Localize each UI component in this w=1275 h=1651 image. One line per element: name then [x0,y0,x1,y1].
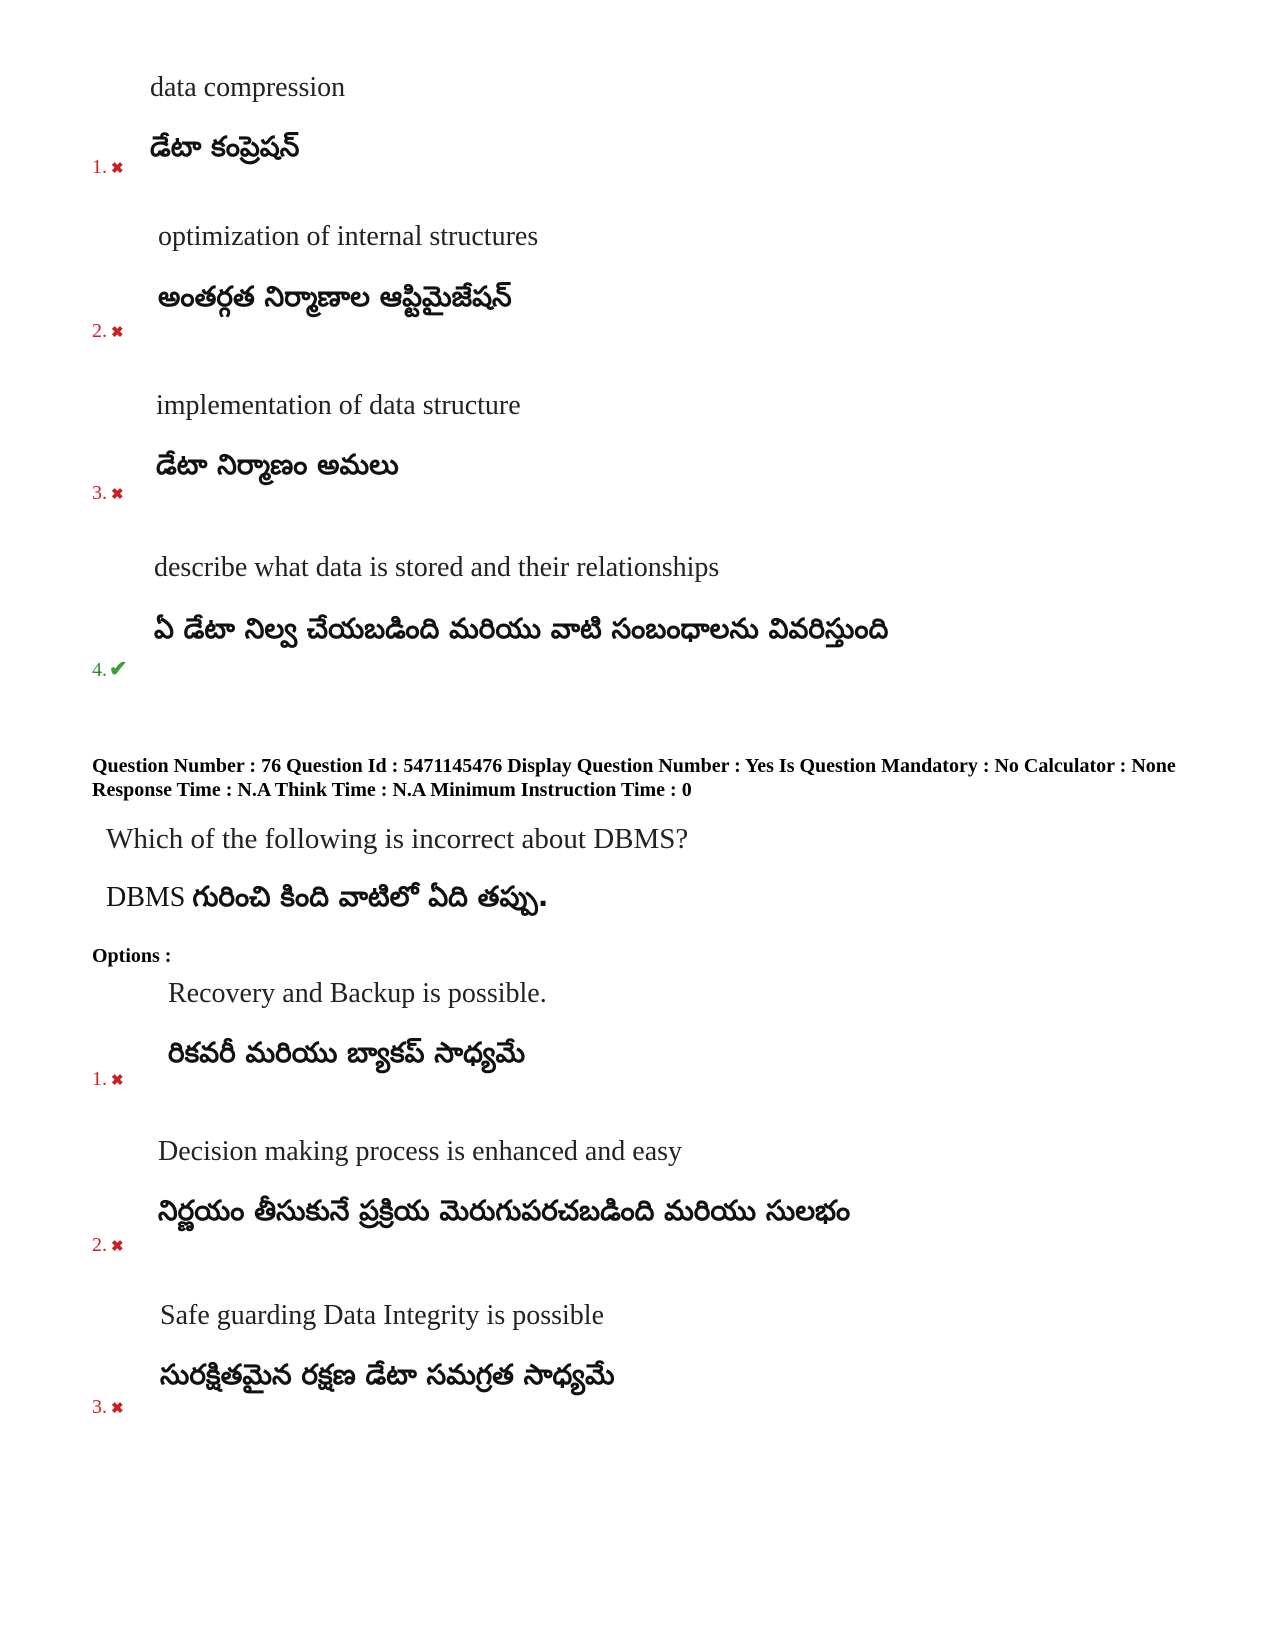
q76-option-1-number: 1. [92,1068,107,1090]
option-2-marker [92,320,124,343]
cross-icon: ✖ [111,1401,124,1417]
option-1-english: data compression [150,72,346,103]
q76-option-3-marker [92,1396,124,1419]
cross-icon: ✖ [111,487,124,503]
option-3-telugu: డేటా నిర్మాణం అమలు [156,448,399,481]
option-4-english: describe what data is stored and their relationships [154,552,720,583]
option-1-telugu: డేటా కంప్రెషన్ [150,130,300,163]
question-text-telugu-prefix: DBMS [106,882,193,913]
q76-option-1-telugu: రికవరీ మరియు బ్యాకప్ సాధ్యమే [168,1036,526,1069]
q76-option-2-number: 2. [92,1234,107,1256]
option-1-number: 1. [92,156,107,178]
option-2-english: optimization of internal structures [158,221,539,252]
q76-option-3-number: 3. [92,1396,107,1418]
q76-option-2-english: Decision making process is enhanced and easy [158,1136,683,1167]
option-4-marker [92,656,127,682]
options-label: Options : [92,945,172,967]
question-meta: Question Number : 76 Question Id : 5471145476 Display Question Number : Yes Is Question Mandatory : No Calculator : None Response Time : N.A Think Time : N.A Minimum Instruction Time : 0 [92,755,1176,801]
cross-icon: ✖ [111,1239,124,1255]
option-3-marker [92,482,124,505]
question-text-telugu-body: గురించి కింది వాటిలో ఏది తప్పు. [192,880,549,913]
cross-icon: ✖ [111,325,124,341]
q76-option-1-english: Recovery and Backup is possible. [168,978,547,1009]
q76-option-1-marker [92,1068,124,1091]
cross-icon: ✖ [111,161,124,177]
q76-option-3-telugu: సురక్షితమైన రక్షణ డేటా సమగ్రత సాధ్యమే [160,1358,615,1391]
cross-icon: ✖ [111,1073,124,1089]
option-4-telugu: ఏ డేటా నిల్వ చేయబడింది మరియు వాటి సంబంధాలను వివరిస్తుంది [154,612,889,645]
option-4-number: 4. [92,659,107,681]
q76-option-2-telugu: నిర్ణయం తీసుకునే ప్రక్రియ మెరుగుపరచబడింది మరియు సులభం [158,1194,851,1227]
option-2-telugu: అంతర్గత నిర్మాణాల ఆప్టిమైజేషన్ [158,280,512,313]
check-icon: ✔ [109,656,128,681]
question-text-english: Which of the following is incorrect about DBMS? [106,823,689,855]
option-3-number: 3. [92,482,107,504]
q76-option-2-marker [92,1234,124,1257]
question-text-telugu [106,880,548,920]
q76-option-3-english: Safe guarding Data Integrity is possible [160,1300,605,1331]
option-1-marker [92,156,124,179]
option-2-number: 2. [92,320,107,342]
option-3-english: implementation of data structure [156,390,521,421]
